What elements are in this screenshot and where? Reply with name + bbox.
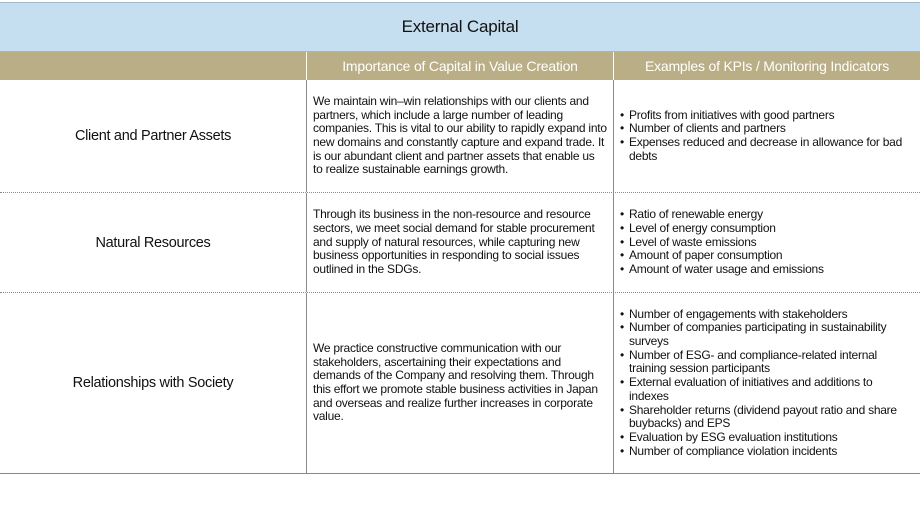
row-name: Relationships with Society (72, 375, 234, 391)
kpi-item: • Number of companies participating in sustainability surveys (620, 321, 914, 348)
row-kpis (613, 293, 920, 473)
kpi-list (620, 208, 824, 277)
table-row (0, 193, 920, 293)
table-row (0, 293, 920, 474)
row-name: Natural Resources (95, 234, 211, 251)
description-text: We practice constructive communication with our stakeholders, ascertaining their expectations and demands of the Company and resolving them. Through this effort we promote stable business activities in Japan and overseas and realize further increases in corporate value. (313, 340, 598, 424)
row-description (306, 193, 613, 292)
row-kpis (613, 193, 920, 292)
kpi-item: • Amount of water usage and emissions (620, 263, 824, 277)
kpi-list (620, 109, 914, 164)
kpi-item: • Ratio of renewable energy (620, 208, 824, 222)
kpi-item: • Number of ESG- and compliance-related internal training session participants (620, 349, 914, 376)
kpi-item: • Amount of paper consumption (620, 249, 824, 263)
table-header-row (0, 52, 920, 80)
header-importance: Importance of Capital in Value Creation (306, 52, 613, 80)
kpi-list (620, 308, 914, 459)
header-col-1 (0, 52, 306, 80)
kpi-item: • Number of engagements with stakeholders (620, 308, 914, 322)
kpi-item: • Profits from initiatives with good partners (620, 109, 914, 123)
kpi-item: • External evaluation of initiatives and additions to indexes (620, 376, 914, 403)
table-title: External Capital (0, 2, 920, 52)
kpi-item: • Evaluation by ESG evaluation institutions (620, 431, 914, 445)
row-name: Client and Partner Assets (74, 128, 232, 144)
kpi-item: • Number of clients and partners (620, 122, 914, 136)
row-kpis (613, 80, 920, 192)
kpi-item: • Number of compliance violation incidents (620, 445, 914, 459)
table-row (0, 80, 920, 193)
kpi-item: • Level of energy consumption (620, 222, 824, 236)
row-description (306, 293, 613, 473)
header-kpis: Examples of KPIs / Monitoring Indicators (613, 52, 920, 80)
kpi-item: • Shareholder returns (dividend payout ratio and share buybacks) and EPS (620, 404, 914, 431)
kpi-item: • Level of waste emissions (620, 236, 824, 250)
description-text: Through its business in the non-resource and resource sectors, we meet social demand for stable procurement and supply of natural resources, while capturing new business opportunities in responding to social issues outlined in the SDGs. (313, 207, 595, 277)
kpi-item: • Expenses reduced and decrease in allowance for bad debts (620, 136, 914, 163)
description-text: We maintain win–win relationships with our clients and partners, which include a large number of leading companies. This is vital to our ability to rapidly expand into new domains and constantly capture and expand trade. It is our abundant client and partner assets that enable us to realize sustainable earnings growth. (313, 93, 607, 177)
row-description (306, 80, 613, 192)
